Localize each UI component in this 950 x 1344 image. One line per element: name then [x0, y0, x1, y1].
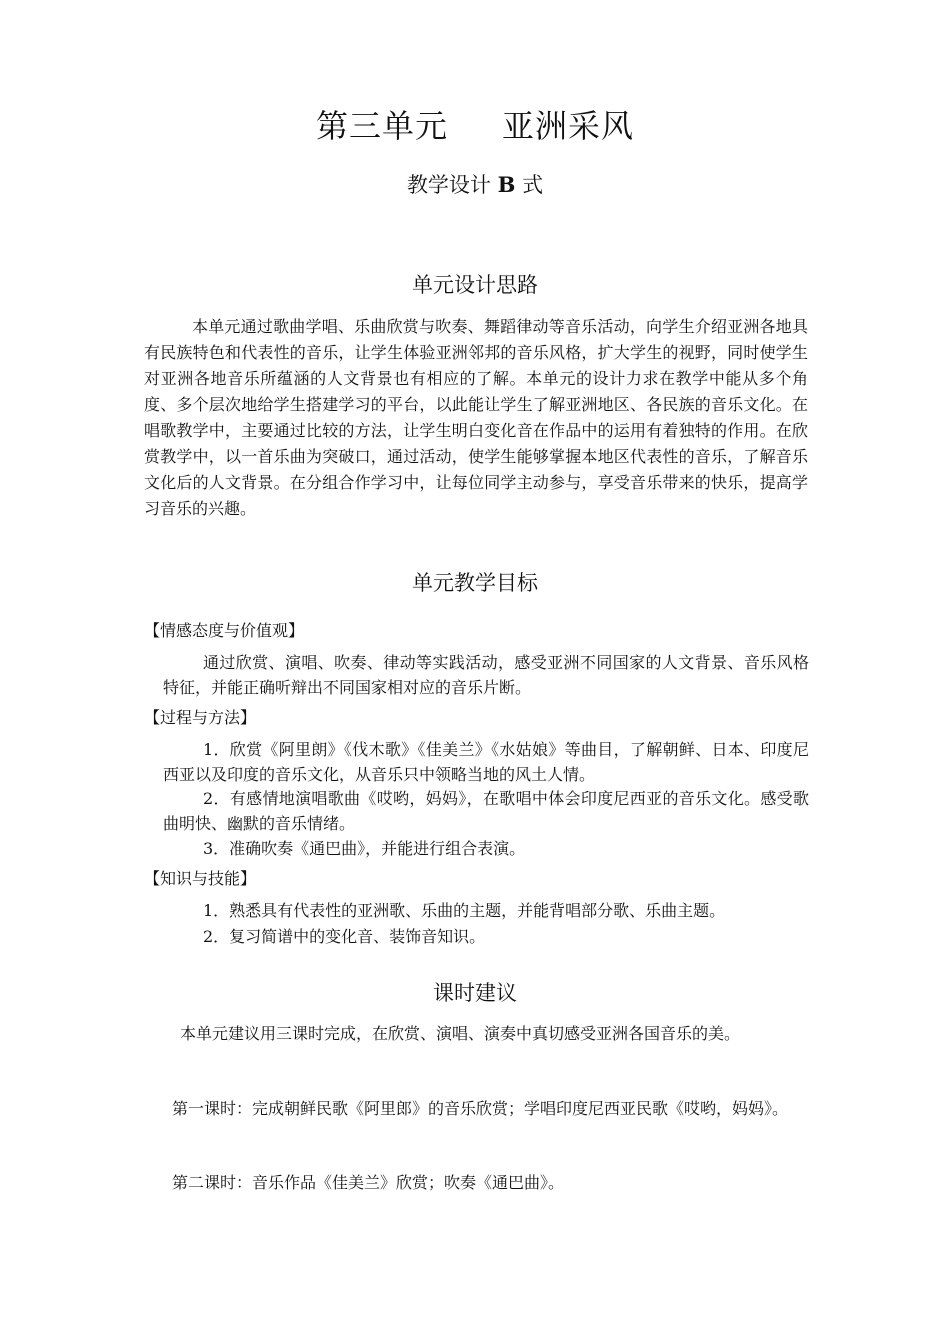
goal-emotion-text: 通过欣赏、演唱、吹奏、律动等实践活动，感受亚洲不同国家的人文背景、音乐风格特征，并能正确听辩出不同国家相对应的音乐片断。 — [163, 653, 809, 697]
schedule-intro: 本单元建议用三课时完成，在欣赏、演唱、演奏中真切感受亚洲各国音乐的美。 — [180, 1024, 741, 1043]
heading-unit-design: 单元设计思路 — [412, 273, 538, 297]
lesson-item — [172, 1170, 812, 1196]
goal-label-process: 【过程与方法】 — [144, 708, 257, 727]
goal-label-knowledge: 【知识与技能】 — [144, 869, 257, 888]
goal-process-item: 1．欣赏《阿里朗》《伐木歌》《佳美兰》《水姑娘》等曲目，了解朝鲜、日本、印度尼西亚以及印度的音乐文化，从音乐只中领略当地的风土人情。 — [163, 740, 809, 784]
lesson-text: 第一课时：完成朝鲜民歌《阿里郎》的音乐欣赏；学唱印度尼西亚民歌《哎哟，妈妈》。 — [172, 1099, 789, 1118]
subtitle-bold-letter: B — [497, 172, 516, 197]
title-unit-name: 亚洲采风 — [502, 107, 635, 145]
subtitle-suffix: 式 — [522, 173, 544, 197]
title-unit-number: 第三单元 — [315, 107, 448, 145]
goal-knowledge-item: 1．熟悉具有代表性的亚洲歌、乐曲的主题，并能背唱部分歌、乐曲主题。 — [203, 901, 726, 920]
lesson-text: 第二课时：音乐作品《佳美兰》欣赏；吹奏《通巴曲》。 — [172, 1173, 565, 1192]
heading-schedule: 课时建议 — [433, 981, 517, 1005]
document-subtitle — [0, 170, 950, 200]
goal-process-item: 2．有感情地演唱歌曲《哎哟，妈妈》，在歌唱中体会印度尼西亚的音乐文化。感受歌曲明快、幽默的音乐情绪。 — [163, 789, 809, 833]
goal-knowledge-item: 2．复习简谱中的变化音、装饰音知识。 — [203, 927, 486, 946]
heading-unit-goals: 单元教学目标 — [412, 571, 538, 595]
unit-design-paragraph: 本单元通过歌曲学唱、乐曲欣赏与吹奏、舞蹈律动等音乐活动，向学生介绍亚洲各地具有民族特色和代表性的音乐，让学生体验亚洲邻邦的音乐风格，扩大学生的视野，同时使学生对亚洲各地音乐所蕴涵的人文背景也有相应的了解。本单元的设计力求在教学中能从多个角度、多个层次地给学生搭建学习的平台，以此能让学生了解亚洲地区、各民族的音乐文化。在唱歌教学中，主要通过比较的方法，让学生明白变化音在作品中的运用有着独特的作用。在欣赏教学中，以一首乐曲为突破口，通过活动，使学生能够掌握本地区代表性的音乐，了解音乐文化后的人文背景。在分组合作学习中，让每位同学主动参与，享受音乐带来的快乐，提高学习音乐的兴趣。 — [144, 317, 808, 518]
document-title — [0, 104, 950, 148]
goal-label-emotion: 【情感态度与价值观】 — [144, 621, 305, 640]
lesson-item — [172, 1096, 812, 1122]
subtitle-text: 教学设计 — [406, 173, 491, 197]
goal-process-item: 3．准确吹奏《通巴曲》，并能进行组合表演。 — [203, 839, 526, 858]
